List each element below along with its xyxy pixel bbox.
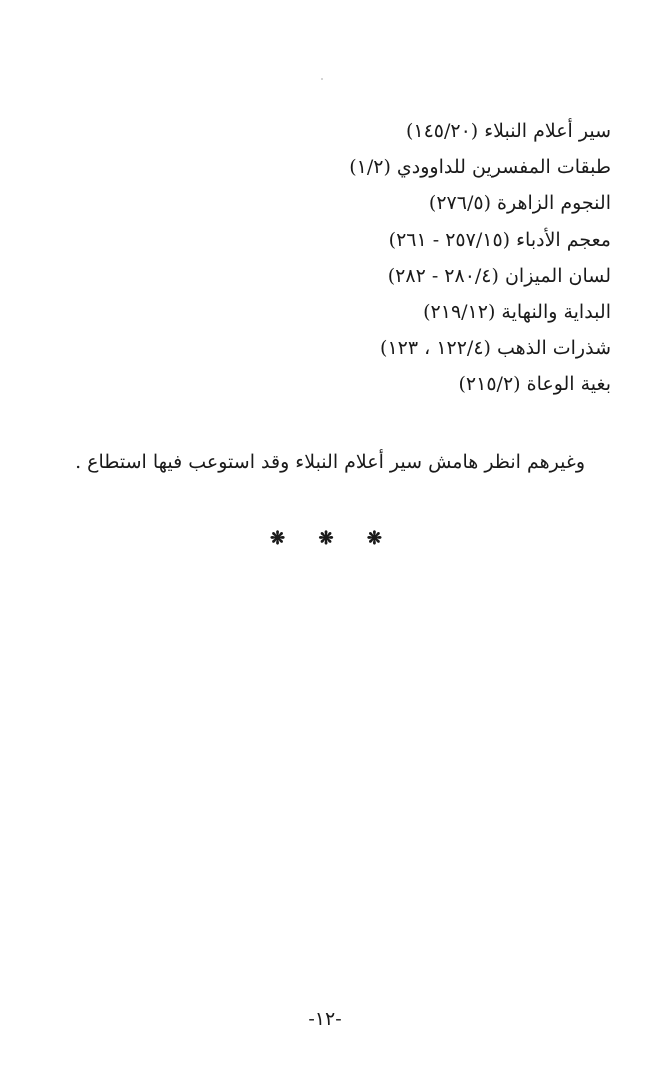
reference-item: بغية الوعاة (٢١٥/٢) (458, 373, 611, 396)
print-speck (321, 78, 323, 80)
reference-item: البداية والنهاية (٢١٩/١٢) (423, 300, 611, 323)
reference-item: لسان الميزان (٢٨٠/٤ - ٢٨٢) (387, 264, 611, 287)
asterism-icon: ❋ (318, 528, 334, 549)
reference-item: شذرات الذهب (١٢٢/٤ ، ١٢٣) (380, 337, 611, 360)
asterism-icon: ❋ (270, 528, 286, 549)
asterism-icon: ❋ (366, 528, 382, 549)
note-paragraph: وغيرهم انظر هامش سير أعلام النبلاء وقد استوعب فيها استطاع . (75, 451, 585, 473)
page-number: -١٢- (308, 1008, 342, 1030)
reference-item: النجوم الزاهرة (٢٧٦/٥) (428, 192, 611, 215)
references-list (191, 113, 611, 403)
section-separator (270, 524, 382, 554)
reference-item: طبقات المفسرين للداوودي (١/٢) (349, 156, 611, 179)
reference-item: سير أعلام النبلاء (١٤٥/٢٠) (405, 120, 611, 142)
reference-item: معجم الأدباء (٢٥٧/١٥ - ٢٦١) (388, 228, 611, 251)
